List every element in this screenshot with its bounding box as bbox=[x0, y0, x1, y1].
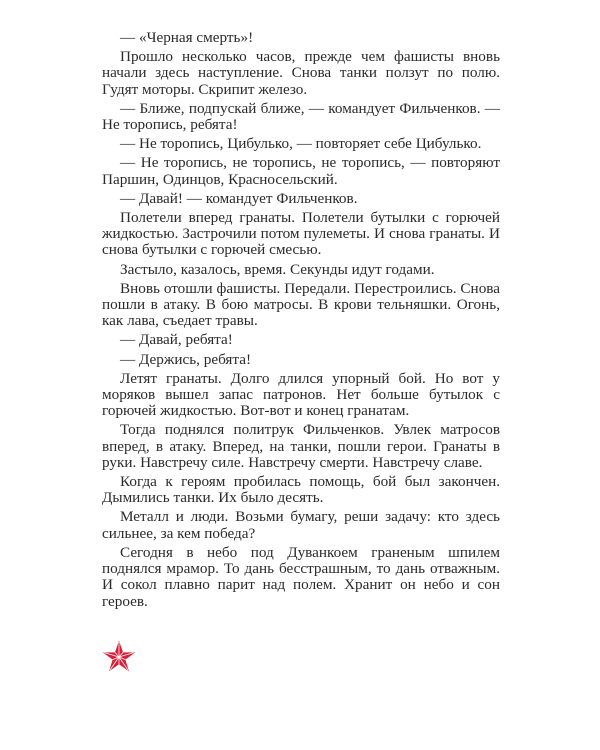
paragraph: Летят гранаты. Долго длился упорный бой. Но вот у моряков вышел запас патронов. Нет больше бутылок с горючей жидкостью. Вот-вот и конец гранатам. bbox=[102, 369, 500, 420]
paragraph: — Ближе, подпускай ближе, — командует Фильченков. — Не торопись, ребята! bbox=[102, 99, 500, 134]
paragraph: — Давай, ребята! bbox=[120, 331, 233, 349]
page-text bbox=[102, 30, 500, 613]
paragraph: — Не торопись, Цибулько, — повторяет себе Цибулько. bbox=[120, 135, 482, 153]
paragraph: Вновь отошли фашисты. Передали. Перестроились. Снова пошли в атаку. В бою матросы. В крови тельняшки. Огонь, как лава, съедает травы. bbox=[102, 279, 500, 330]
paragraph: Сегодня в небо под Дуванкоем граненым шпилем поднялся мрамор. То дань бесстрашным, то дань отважным. И сокол плавно парит над полем. Хранит он небо и сон героев. bbox=[102, 543, 500, 610]
paragraph: — Держись, ребята! bbox=[120, 350, 252, 368]
paragraph: — Не торопись, не торопись, не торопись, — повторяют Паршин, Одинцов, Красносельский. bbox=[102, 154, 500, 188]
paragraph: Прошло несколько часов, прежде чем фашисты вновь начали здесь наступление. Снова танки ползут по полю. Гудят моторы. Скрипит железо. bbox=[102, 48, 500, 98]
paragraph: Когда к героям пробилась помощь, бой был закончен. Дымились танки. Их было десять. bbox=[102, 473, 500, 507]
paragraph: Застыло, казалось, время. Секунды идут годами. bbox=[120, 260, 435, 278]
paragraph: Металл и люди. Возьми бумагу, реши задачу: кто здесь сильнее, за кем победа? bbox=[102, 508, 500, 542]
paragraph: Тогда поднялся политрук Фильченков. Увлек матросов вперед, в атаку. Вперед, на танки, пошли герои. Гранаты в руки. Навстречу силе. Навстречу смерти. Навстречу славе. bbox=[102, 421, 500, 471]
paragraph: Полетели вперед гранаты. Полетели бутылки с горючей жидкостью. Застрочили потом пулеметы. И снова гранаты. И снова бутылки с горючей смесью. bbox=[102, 209, 500, 259]
red-star-icon bbox=[102, 640, 136, 674]
paragraph: — Давай! — командует Фильченков. bbox=[120, 189, 358, 207]
paragraph: — «Черная смерть»! bbox=[120, 29, 254, 46]
